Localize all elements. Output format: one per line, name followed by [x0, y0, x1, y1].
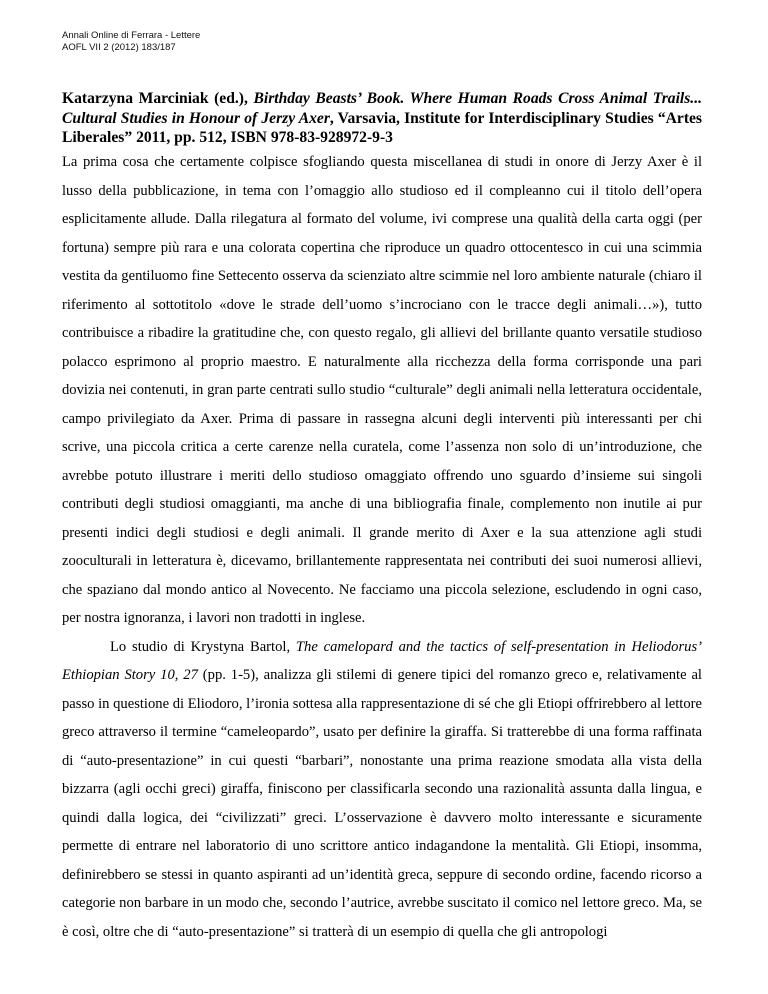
paragraph-2-cited-title: The camelopard and the tactics of self-presentation in Heliodorus’ Ethiopian Story 10, 27 — [62, 638, 702, 683]
review-title — [62, 89, 702, 148]
running-head — [62, 30, 200, 54]
paragraph-2-lead: Lo studio di Krystyna Bartol, — [110, 638, 296, 655]
issue-reference: AOFL VII 2 (2012) 183/187 — [62, 42, 176, 53]
review-body — [62, 148, 702, 946]
paragraph-2 — [62, 633, 702, 947]
title-author: Katarzyna Marciniak (ed.), — [62, 90, 254, 107]
title-publication: , Varsavia, Institute for Interdisciplinary Studies “Artes Liberales” 2011, pp. 512, ISBN 978-83-928972-9-3 — [62, 109, 703, 146]
journal-name: Annali Online di Ferrara - Lettere — [62, 30, 201, 41]
title-book: Birthday Beasts’ Book. Where Human Roads Cross Animal Trails... Cultural Studies in Honour of Jerzy Axer — [62, 90, 702, 127]
paragraph-2-text: (pp. 1-5), analizza gli stilemi di genere tipici del romanzo greco e, relativamente al passo in questione di Eliodoro, l’ironia sottesa alla rappresentazione di sé che gli Etiopi offrirebbero al lettore greco attraverso il termine “cameleopardo”, usato per definire la giraffa. Si tratterebbe di una forma raffinata di “auto-presentazione” in cui questi “barbari”, nonostante una prima reazione smodata alla vista della bizzarra (agli occhi greci) giraffa, finiscono per classificarla secondo una razionalità assunta dalla lingua, e quindi dalla logica, dei “civilizzati” greci. L’osservazione è davvero molto interessante e sicuramente permette di entrare nel laboratorio di uno scrittore antico indagandone la mentalità. Gli Etiopi, insomma, definirebbero se stessi in quanto aspiranti ad un’identità greca, seppure di secondo ordine, facendo ricorso a categorie non barbare in un modo che, secondo l’autrice, avrebbe suscitato il comico nel lettore greco. Ma, se è così, oltre che di “auto-presentazione” si tratterà di un esempio di quella che gli antropologi — [62, 667, 702, 940]
paragraph-1: La prima cosa che certamente colpisce sfogliando questa miscellanea di studi in onore di Jerzy Axer è il lusso della pubblicazione, in tema con l’omaggio allo studioso ed il compleanno cui il titolo dell’opera esplicitamente allude. Dalla rilegatura al formato del volume, ivi comprese una qualità della carta oggi (per fortuna) sempre più rara e una colorata copertina che riproduce un quadro ottocentesco in cui una scimmia vestita da gentiluomo fine Settecento osserva da scienziato altre scimmie nel loro ambiente naturale (chiaro il riferimento al sottotitolo «dove le strade dell’uomo s’incrociano con le tracce degli animali…»), tutto contribuisce a ribadire la gratitudine che, con questo regalo, gli allievi del brillante quanto versatile studioso polacco esprimono al proprio maestro. E naturalmente alla ricchezza della forma corrisponde una pari dovizia nei contenuti, in gran parte centrati sullo studio “culturale” degli animali nella letteratura occidentale, campo privilegiato da Axer. Prima di passare in rassegna alcuni degli interventi più interessanti per chi scrive, una piccola critica a certe carenze nella curatela, come l’assenza non solo di un’introduzione, che avrebbe potuto illustrare i meriti dello studioso omaggiato offrendo uno sguardo d’insieme sui singoli contributi degli studiosi omaggianti, ma anche di una bibliografia finale, complemento non inutile ai pur presenti indici degli studiosi e degli animali. Il grande merito di Axer e la sua attenzione agli studi zooculturali in letteratura è, dicevamo, brillantemente rappresentata nei contributi dei suoi numerosi allievi, che spaziano dal mondo antico al Novecento. Ne facciamo una piccola selezione, escludendo in ogni caso, per nostra ignoranza, i lavori non tradotti in inglese. — [62, 154, 702, 626]
